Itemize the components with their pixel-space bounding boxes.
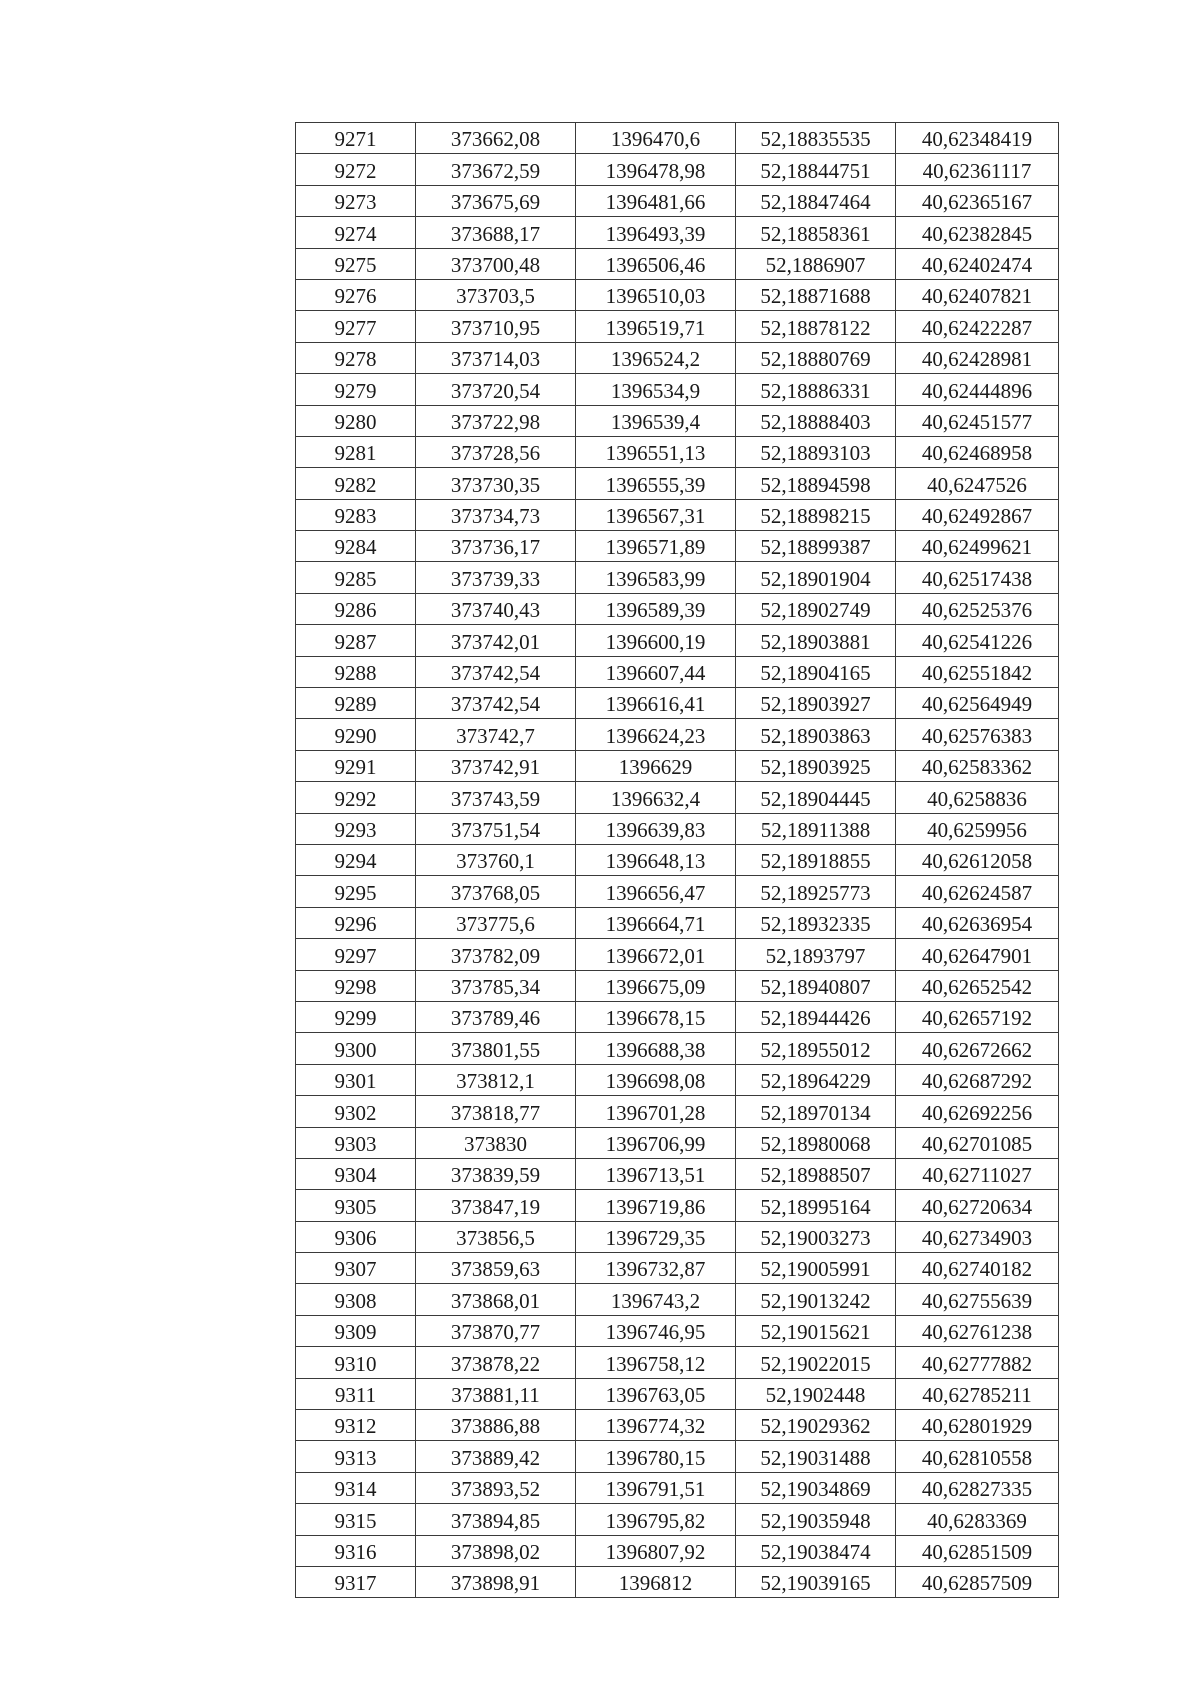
- x-coordinate-cell: 373870,77: [416, 1315, 576, 1346]
- longitude-cell: 40,62576383: [896, 719, 1059, 750]
- point-number-cell: 9310: [296, 1347, 416, 1378]
- x-coordinate-cell: 373675,69: [416, 185, 576, 216]
- longitude-cell: 40,62517438: [896, 562, 1059, 593]
- point-number-cell: 9307: [296, 1253, 416, 1284]
- point-number-cell: 9273: [296, 185, 416, 216]
- table-row: [296, 311, 1059, 342]
- latitude-cell: 52,18904165: [736, 656, 896, 687]
- x-coordinate-cell: 373812,1: [416, 1064, 576, 1095]
- longitude-cell: 40,62444896: [896, 374, 1059, 405]
- point-number-cell: 9287: [296, 625, 416, 656]
- table-row: [296, 813, 1059, 844]
- longitude-cell: 40,62801929: [896, 1410, 1059, 1441]
- y-coordinate-cell: 1396589,39: [576, 593, 736, 624]
- table-row: [296, 1064, 1059, 1095]
- y-coordinate-cell: 1396701,28: [576, 1096, 736, 1127]
- latitude-cell: 52,19038474: [736, 1535, 896, 1566]
- longitude-cell: 40,62692256: [896, 1096, 1059, 1127]
- point-number-cell: 9286: [296, 593, 416, 624]
- y-coordinate-cell: 1396648,13: [576, 844, 736, 875]
- longitude-cell: 40,62857509: [896, 1566, 1059, 1597]
- point-number-cell: 9306: [296, 1221, 416, 1252]
- latitude-cell: 52,18871688: [736, 279, 896, 310]
- table-row: [296, 1378, 1059, 1409]
- point-number-cell: 9299: [296, 1001, 416, 1032]
- latitude-cell: 52,18893103: [736, 436, 896, 467]
- latitude-cell: 52,18944426: [736, 1001, 896, 1032]
- longitude-cell: 40,62657192: [896, 1001, 1059, 1032]
- latitude-cell: 52,18847464: [736, 185, 896, 216]
- x-coordinate-cell: 373751,54: [416, 813, 576, 844]
- latitude-cell: 52,18911388: [736, 813, 896, 844]
- y-coordinate-cell: 1396470,6: [576, 123, 736, 154]
- y-coordinate-cell: 1396763,05: [576, 1378, 736, 1409]
- x-coordinate-cell: 373868,01: [416, 1284, 576, 1315]
- point-number-cell: 9276: [296, 279, 416, 310]
- point-number-cell: 9291: [296, 750, 416, 781]
- table-row: [296, 123, 1059, 154]
- y-coordinate-cell: 1396629: [576, 750, 736, 781]
- x-coordinate-cell: 373672,59: [416, 154, 576, 185]
- y-coordinate-cell: 1396791,51: [576, 1472, 736, 1503]
- point-number-cell: 9296: [296, 907, 416, 938]
- point-number-cell: 9289: [296, 688, 416, 719]
- table-row: [296, 1441, 1059, 1472]
- longitude-cell: 40,62624587: [896, 876, 1059, 907]
- table-row: [296, 248, 1059, 279]
- longitude-cell: 40,62734903: [896, 1221, 1059, 1252]
- x-coordinate-cell: 373789,46: [416, 1001, 576, 1032]
- x-coordinate-cell: 373801,55: [416, 1033, 576, 1064]
- y-coordinate-cell: 1396639,83: [576, 813, 736, 844]
- point-number-cell: 9297: [296, 939, 416, 970]
- x-coordinate-cell: 373886,88: [416, 1410, 576, 1441]
- table-row: [296, 970, 1059, 1001]
- table-row: [296, 1410, 1059, 1441]
- x-coordinate-cell: 373889,42: [416, 1441, 576, 1472]
- x-coordinate-cell: 373818,77: [416, 1096, 576, 1127]
- x-coordinate-cell: 373839,59: [416, 1158, 576, 1189]
- y-coordinate-cell: 1396583,99: [576, 562, 736, 593]
- table-row: [296, 1566, 1059, 1597]
- latitude-cell: 52,19034869: [736, 1472, 896, 1503]
- point-number-cell: 9272: [296, 154, 416, 185]
- table-row: [296, 876, 1059, 907]
- y-coordinate-cell: 1396675,09: [576, 970, 736, 1001]
- x-coordinate-cell: 373734,73: [416, 499, 576, 530]
- table-row: [296, 1001, 1059, 1032]
- latitude-cell: 52,18835535: [736, 123, 896, 154]
- latitude-cell: 52,18903925: [736, 750, 896, 781]
- y-coordinate-cell: 1396664,71: [576, 907, 736, 938]
- y-coordinate-cell: 1396519,71: [576, 311, 736, 342]
- point-number-cell: 9279: [296, 374, 416, 405]
- x-coordinate-cell: 373742,91: [416, 750, 576, 781]
- table-row: [296, 1253, 1059, 1284]
- latitude-cell: 52,18880769: [736, 342, 896, 373]
- y-coordinate-cell: 1396607,44: [576, 656, 736, 687]
- y-coordinate-cell: 1396571,89: [576, 531, 736, 562]
- longitude-cell: 40,6259956: [896, 813, 1059, 844]
- longitude-cell: 40,62612058: [896, 844, 1059, 875]
- x-coordinate-cell: 373736,17: [416, 531, 576, 562]
- latitude-cell: 52,19031488: [736, 1441, 896, 1472]
- table-row: [296, 1190, 1059, 1221]
- table-row: [296, 154, 1059, 185]
- y-coordinate-cell: 1396774,32: [576, 1410, 736, 1441]
- x-coordinate-cell: 373898,91: [416, 1566, 576, 1597]
- x-coordinate-cell: 373722,98: [416, 405, 576, 436]
- point-number-cell: 9288: [296, 656, 416, 687]
- longitude-cell: 40,62422287: [896, 311, 1059, 342]
- point-number-cell: 9298: [296, 970, 416, 1001]
- y-coordinate-cell: 1396706,99: [576, 1127, 736, 1158]
- point-number-cell: 9309: [296, 1315, 416, 1346]
- latitude-cell: 52,18901904: [736, 562, 896, 593]
- latitude-cell: 52,18898215: [736, 499, 896, 530]
- table-row: [296, 1535, 1059, 1566]
- y-coordinate-cell: 1396567,31: [576, 499, 736, 530]
- point-number-cell: 9304: [296, 1158, 416, 1189]
- table-row: [296, 1347, 1059, 1378]
- table-row: [296, 782, 1059, 813]
- table-row: [296, 562, 1059, 593]
- point-number-cell: 9302: [296, 1096, 416, 1127]
- y-coordinate-cell: 1396795,82: [576, 1504, 736, 1535]
- table-row: [296, 374, 1059, 405]
- latitude-cell: 52,18904445: [736, 782, 896, 813]
- x-coordinate-cell: 373703,5: [416, 279, 576, 310]
- longitude-cell: 40,62672662: [896, 1033, 1059, 1064]
- y-coordinate-cell: 1396732,87: [576, 1253, 736, 1284]
- x-coordinate-cell: 373878,22: [416, 1347, 576, 1378]
- y-coordinate-cell: 1396551,13: [576, 436, 736, 467]
- point-number-cell: 9280: [296, 405, 416, 436]
- latitude-cell: 52,19029362: [736, 1410, 896, 1441]
- latitude-cell: 52,18955012: [736, 1033, 896, 1064]
- point-number-cell: 9292: [296, 782, 416, 813]
- latitude-cell: 52,19039165: [736, 1566, 896, 1597]
- x-coordinate-cell: 373700,48: [416, 248, 576, 279]
- point-number-cell: 9311: [296, 1378, 416, 1409]
- point-number-cell: 9274: [296, 217, 416, 248]
- y-coordinate-cell: 1396506,46: [576, 248, 736, 279]
- table-row: [296, 844, 1059, 875]
- latitude-cell: 52,18980068: [736, 1127, 896, 1158]
- y-coordinate-cell: 1396729,35: [576, 1221, 736, 1252]
- longitude-cell: 40,62652542: [896, 970, 1059, 1001]
- latitude-cell: 52,19015621: [736, 1315, 896, 1346]
- x-coordinate-cell: 373893,52: [416, 1472, 576, 1503]
- y-coordinate-cell: 1396524,2: [576, 342, 736, 373]
- y-coordinate-cell: 1396672,01: [576, 939, 736, 970]
- point-number-cell: 9278: [296, 342, 416, 373]
- y-coordinate-cell: 1396555,39: [576, 468, 736, 499]
- x-coordinate-cell: 373688,17: [416, 217, 576, 248]
- point-number-cell: 9275: [296, 248, 416, 279]
- x-coordinate-cell: 373760,1: [416, 844, 576, 875]
- table-row: [296, 719, 1059, 750]
- x-coordinate-cell: 373782,09: [416, 939, 576, 970]
- point-number-cell: 9294: [296, 844, 416, 875]
- point-number-cell: 9300: [296, 1033, 416, 1064]
- longitude-cell: 40,62711027: [896, 1158, 1059, 1189]
- longitude-cell: 40,62647901: [896, 939, 1059, 970]
- latitude-cell: 52,19003273: [736, 1221, 896, 1252]
- longitude-cell: 40,62402474: [896, 248, 1059, 279]
- latitude-cell: 52,18964229: [736, 1064, 896, 1095]
- table-row: [296, 531, 1059, 562]
- longitude-cell: 40,62361117: [896, 154, 1059, 185]
- table-row: [296, 656, 1059, 687]
- x-coordinate-cell: 373740,43: [416, 593, 576, 624]
- table-row: [296, 217, 1059, 248]
- table-row: [296, 1284, 1059, 1315]
- latitude-cell: 52,18878122: [736, 311, 896, 342]
- longitude-cell: 40,62755639: [896, 1284, 1059, 1315]
- y-coordinate-cell: 1396539,4: [576, 405, 736, 436]
- point-number-cell: 9316: [296, 1535, 416, 1566]
- y-coordinate-cell: 1396624,23: [576, 719, 736, 750]
- x-coordinate-cell: 373830: [416, 1127, 576, 1158]
- point-number-cell: 9295: [296, 876, 416, 907]
- longitude-cell: 40,6283369: [896, 1504, 1059, 1535]
- latitude-cell: 52,18899387: [736, 531, 896, 562]
- point-number-cell: 9314: [296, 1472, 416, 1503]
- table-row: [296, 1221, 1059, 1252]
- x-coordinate-cell: 373847,19: [416, 1190, 576, 1221]
- longitude-cell: 40,62365167: [896, 185, 1059, 216]
- longitude-cell: 40,62740182: [896, 1253, 1059, 1284]
- y-coordinate-cell: 1396678,15: [576, 1001, 736, 1032]
- latitude-cell: 52,18970134: [736, 1096, 896, 1127]
- x-coordinate-cell: 373662,08: [416, 123, 576, 154]
- x-coordinate-cell: 373856,5: [416, 1221, 576, 1252]
- latitude-cell: 52,19035948: [736, 1504, 896, 1535]
- table-row: [296, 279, 1059, 310]
- coordinates-table: [295, 122, 1059, 1598]
- longitude-cell: 40,62382845: [896, 217, 1059, 248]
- longitude-cell: 40,62827335: [896, 1472, 1059, 1503]
- table-row: [296, 1033, 1059, 1064]
- y-coordinate-cell: 1396743,2: [576, 1284, 736, 1315]
- longitude-cell: 40,62348419: [896, 123, 1059, 154]
- longitude-cell: 40,62701085: [896, 1127, 1059, 1158]
- latitude-cell: 52,18894598: [736, 468, 896, 499]
- y-coordinate-cell: 1396600,19: [576, 625, 736, 656]
- latitude-cell: 52,1902448: [736, 1378, 896, 1409]
- x-coordinate-cell: 373743,59: [416, 782, 576, 813]
- longitude-cell: 40,62451577: [896, 405, 1059, 436]
- point-number-cell: 9285: [296, 562, 416, 593]
- table-row: [296, 1472, 1059, 1503]
- table-row: [296, 1127, 1059, 1158]
- y-coordinate-cell: 1396807,92: [576, 1535, 736, 1566]
- longitude-cell: 40,6258836: [896, 782, 1059, 813]
- x-coordinate-cell: 373742,01: [416, 625, 576, 656]
- longitude-cell: 40,62785211: [896, 1378, 1059, 1409]
- point-number-cell: 9284: [296, 531, 416, 562]
- x-coordinate-cell: 373859,63: [416, 1253, 576, 1284]
- point-number-cell: 9281: [296, 436, 416, 467]
- longitude-cell: 40,62583362: [896, 750, 1059, 781]
- longitude-cell: 40,62720634: [896, 1190, 1059, 1221]
- longitude-cell: 40,62492867: [896, 499, 1059, 530]
- table-row: [296, 750, 1059, 781]
- point-number-cell: 9271: [296, 123, 416, 154]
- y-coordinate-cell: 1396758,12: [576, 1347, 736, 1378]
- y-coordinate-cell: 1396719,86: [576, 1190, 736, 1221]
- table-row: [296, 185, 1059, 216]
- x-coordinate-cell: 373730,35: [416, 468, 576, 499]
- longitude-cell: 40,62636954: [896, 907, 1059, 938]
- latitude-cell: 52,18988507: [736, 1158, 896, 1189]
- longitude-cell: 40,6247526: [896, 468, 1059, 499]
- y-coordinate-cell: 1396656,47: [576, 876, 736, 907]
- latitude-cell: 52,18903927: [736, 688, 896, 719]
- longitude-cell: 40,62551842: [896, 656, 1059, 687]
- table-row: [296, 907, 1059, 938]
- point-number-cell: 9312: [296, 1410, 416, 1441]
- latitude-cell: 52,18844751: [736, 154, 896, 185]
- latitude-cell: 52,18940807: [736, 970, 896, 1001]
- table-row: [296, 405, 1059, 436]
- latitude-cell: 52,18918855: [736, 844, 896, 875]
- point-number-cell: 9282: [296, 468, 416, 499]
- x-coordinate-cell: 373720,54: [416, 374, 576, 405]
- point-number-cell: 9313: [296, 1441, 416, 1472]
- point-number-cell: 9277: [296, 311, 416, 342]
- point-number-cell: 9301: [296, 1064, 416, 1095]
- point-number-cell: 9303: [296, 1127, 416, 1158]
- longitude-cell: 40,62777882: [896, 1347, 1059, 1378]
- y-coordinate-cell: 1396780,15: [576, 1441, 736, 1472]
- y-coordinate-cell: 1396746,95: [576, 1315, 736, 1346]
- x-coordinate-cell: 373742,54: [416, 688, 576, 719]
- table-row: [296, 342, 1059, 373]
- point-number-cell: 9315: [296, 1504, 416, 1535]
- x-coordinate-cell: 373710,95: [416, 311, 576, 342]
- latitude-cell: 52,1886907: [736, 248, 896, 279]
- latitude-cell: 52,18995164: [736, 1190, 896, 1221]
- x-coordinate-cell: 373742,7: [416, 719, 576, 750]
- x-coordinate-cell: 373728,56: [416, 436, 576, 467]
- table-row: [296, 468, 1059, 499]
- y-coordinate-cell: 1396510,03: [576, 279, 736, 310]
- latitude-cell: 52,18903863: [736, 719, 896, 750]
- x-coordinate-cell: 373768,05: [416, 876, 576, 907]
- x-coordinate-cell: 373881,11: [416, 1378, 576, 1409]
- y-coordinate-cell: 1396478,98: [576, 154, 736, 185]
- y-coordinate-cell: 1396688,38: [576, 1033, 736, 1064]
- x-coordinate-cell: 373894,85: [416, 1504, 576, 1535]
- table-row: [296, 688, 1059, 719]
- point-number-cell: 9283: [296, 499, 416, 530]
- point-number-cell: 9293: [296, 813, 416, 844]
- longitude-cell: 40,62761238: [896, 1315, 1059, 1346]
- table-row: [296, 1096, 1059, 1127]
- y-coordinate-cell: 1396534,9: [576, 374, 736, 405]
- longitude-cell: 40,62428981: [896, 342, 1059, 373]
- longitude-cell: 40,62851509: [896, 1535, 1059, 1566]
- latitude-cell: 52,19013242: [736, 1284, 896, 1315]
- longitude-cell: 40,62687292: [896, 1064, 1059, 1095]
- y-coordinate-cell: 1396713,51: [576, 1158, 736, 1189]
- table-row: [296, 1158, 1059, 1189]
- table-row: [296, 1504, 1059, 1535]
- longitude-cell: 40,62525376: [896, 593, 1059, 624]
- x-coordinate-cell: 373785,34: [416, 970, 576, 1001]
- table-row: [296, 939, 1059, 970]
- y-coordinate-cell: 1396632,4: [576, 782, 736, 813]
- table-row: [296, 436, 1059, 467]
- coordinates-table-body: [296, 123, 1059, 1598]
- longitude-cell: 40,62810558: [896, 1441, 1059, 1472]
- x-coordinate-cell: 373739,33: [416, 562, 576, 593]
- y-coordinate-cell: 1396616,41: [576, 688, 736, 719]
- latitude-cell: 52,18932335: [736, 907, 896, 938]
- latitude-cell: 52,1893797: [736, 939, 896, 970]
- point-number-cell: 9290: [296, 719, 416, 750]
- x-coordinate-cell: 373742,54: [416, 656, 576, 687]
- latitude-cell: 52,18902749: [736, 593, 896, 624]
- latitude-cell: 52,19022015: [736, 1347, 896, 1378]
- latitude-cell: 52,18886331: [736, 374, 896, 405]
- table-row: [296, 625, 1059, 656]
- longitude-cell: 40,62407821: [896, 279, 1059, 310]
- x-coordinate-cell: 373775,6: [416, 907, 576, 938]
- latitude-cell: 52,18903881: [736, 625, 896, 656]
- table-row: [296, 499, 1059, 530]
- point-number-cell: 9305: [296, 1190, 416, 1221]
- latitude-cell: 52,18888403: [736, 405, 896, 436]
- y-coordinate-cell: 1396493,39: [576, 217, 736, 248]
- table-row: [296, 593, 1059, 624]
- x-coordinate-cell: 373898,02: [416, 1535, 576, 1566]
- point-number-cell: 9308: [296, 1284, 416, 1315]
- y-coordinate-cell: 1396698,08: [576, 1064, 736, 1095]
- x-coordinate-cell: 373714,03: [416, 342, 576, 373]
- latitude-cell: 52,19005991: [736, 1253, 896, 1284]
- y-coordinate-cell: 1396481,66: [576, 185, 736, 216]
- latitude-cell: 52,18858361: [736, 217, 896, 248]
- longitude-cell: 40,62468958: [896, 436, 1059, 467]
- point-number-cell: 9317: [296, 1566, 416, 1597]
- table-row: [296, 1315, 1059, 1346]
- longitude-cell: 40,62564949: [896, 688, 1059, 719]
- y-coordinate-cell: 1396812: [576, 1566, 736, 1597]
- longitude-cell: 40,62541226: [896, 625, 1059, 656]
- longitude-cell: 40,62499621: [896, 531, 1059, 562]
- latitude-cell: 52,18925773: [736, 876, 896, 907]
